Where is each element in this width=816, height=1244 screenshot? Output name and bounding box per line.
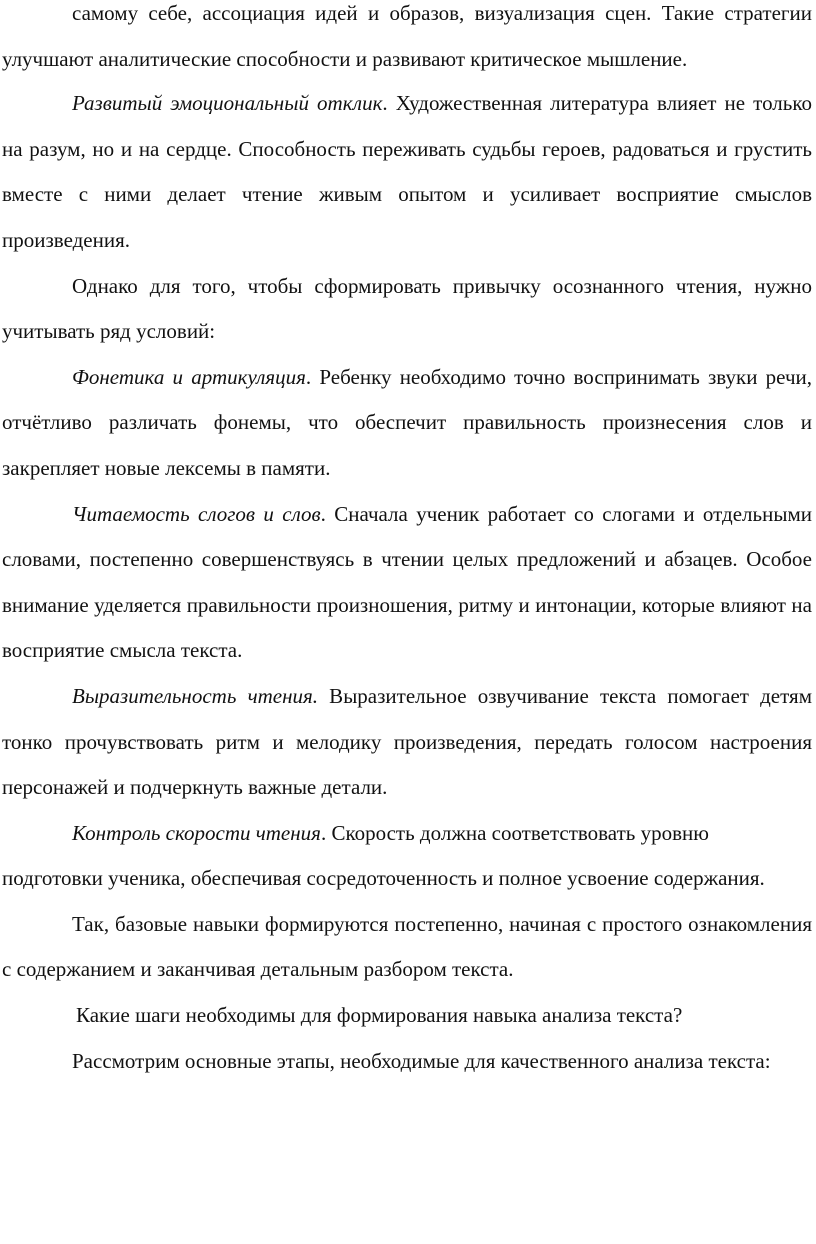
paragraph-heading: Фонетика и артикуляция <box>72 364 306 389</box>
paragraph-question <box>2 993 812 1039</box>
paragraph-text: . Ребенку необходимо точно воспринимать звуки речи, отчётливо различать фонемы, что обеспечит правильность произнесения слов и закрепляет новые лексемы в памяти. <box>2 364 812 480</box>
paragraph-heading: Выразительность чтения. <box>72 683 318 708</box>
paragraph-text: самому себе, ассоциация идей и образов, визуализация сцен. Такие стратегии улучшают аналитические способности и развивают критическое мышление. <box>2 1 812 71</box>
paragraph-text: Так, базовые навыки формируются постепенно, начиная с простого ознакомления с содержанием и заканчивая детальным разбором текста. <box>2 911 812 982</box>
paragraph-phonetics <box>2 355 812 492</box>
paragraph-text: Выразительное озвучивание текста помогает детям тонко прочувствовать ритм и мелодику произведения, передать голосом настроения персонажей и подчеркнуть важные детали. <box>2 683 812 800</box>
paragraph-text: Какие шаги необходимы для формирования навыка анализа текста? <box>76 1003 683 1028</box>
paragraph-emotional-response <box>2 81 812 263</box>
paragraph-heading: Развитый эмоциональный отклик <box>72 91 383 116</box>
paragraph-heading: Читаемость слогов и слов <box>72 501 321 526</box>
paragraph-stages-intro <box>2 1039 812 1085</box>
paragraph-text: Однако для того, чтобы сформировать привычку осознанного чтения, нужно учитывать ряд условий: <box>2 273 812 344</box>
paragraph-basic-skills <box>2 902 812 993</box>
paragraph-heading: Контроль скорости чтения <box>72 820 321 845</box>
paragraph-strategies-end <box>2 0 812 82</box>
paragraph-speed-control <box>2 811 812 902</box>
paragraph-text: . Скорость должна соответствовать уровню подготовки ученика, обеспечивая сосредоточенность и полное усвоение содержания. <box>2 820 765 891</box>
paragraph-text: Рассмотрим основные этапы, необходимые для качественного анализа текста: <box>72 1048 771 1073</box>
paragraph-expressiveness <box>2 674 812 811</box>
paragraph-readability <box>2 492 812 674</box>
paragraph-conditions-intro <box>2 264 812 355</box>
paragraph-text: . Художественная литература влияет не только на разум, но и на сердце. Способность переживать судьбы героев, радоваться и грустить вместе с ними делает чтение живым опытом и усиливает восприятие смыслов произведения. <box>2 91 813 252</box>
paragraph-text: . Сначала ученик работает со слогами и отдельными словами, постепенно совершенствуясь в чтении целых предложений и абзацев. Особое внимание уделяется правильности произношения, ритму и интонации, которые влияют на восприятие смысла текста. <box>2 501 812 663</box>
